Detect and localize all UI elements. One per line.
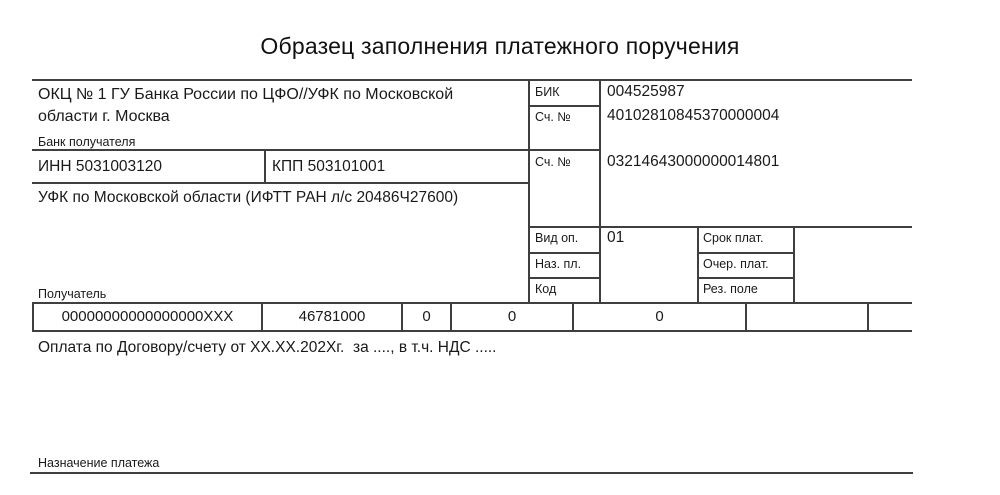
grid-line-top [32, 79, 912, 81]
payee-account-value: 03214643000000014801 [607, 153, 780, 170]
rez-pole-label: Рез. поле [703, 282, 758, 296]
code-row-cell-5: 0 [655, 308, 664, 325]
grid-line-vid-op [528, 252, 601, 254]
code-row-oktmo: 46781000 [298, 308, 366, 325]
grid-line-ocher-plat [697, 277, 795, 279]
bik-value: 004525987 [607, 83, 685, 100]
payee-name: УФК по Московской области (ИФТТ РАН л/с 20486Ч27600) [38, 189, 459, 206]
ocher-plat-label: Очер. плат. [703, 257, 769, 271]
payee-inn: ИНН 5031003120 [38, 158, 163, 175]
grid-line-under-inn-row [32, 182, 530, 184]
grid-line-srok-plat [697, 252, 795, 254]
vid-op-value: 01 [607, 229, 625, 246]
bank-label: Банк получателя [38, 135, 136, 149]
payee-kpp: КПП 503101001 [272, 158, 386, 175]
code-row-cell-3: 0 [422, 308, 431, 325]
grid-line-srok-col [793, 226, 795, 304]
payment-purpose-text: Оплата по Договору/счету от ХХ.ХХ.202Хг. за ...., в т.ч. НДС ..... [38, 339, 497, 356]
naz-pl-label: Наз. пл. [535, 257, 582, 271]
payee-account-label: Сч. № [535, 155, 571, 169]
payment-purpose-label: Назначение платежа [38, 456, 160, 470]
bank-name: ОКЦ № 1 ГУ Банка России по ЦФО//УФК по Московской области г. Москва [38, 86, 454, 125]
grid-line-footer [30, 472, 913, 474]
code-row-kbk: 00000000000000000ХХХ [61, 308, 234, 325]
srok-plat-label: Срок плат. [703, 231, 764, 245]
grid-line-under-account-row [528, 226, 912, 228]
code-row-cell-6 [747, 304, 867, 330]
page-title: Образец заполнения платежного поручения [260, 33, 740, 59]
code-row-cell-4: 0 [507, 308, 517, 325]
code-row-cell-7 [869, 304, 912, 330]
grid-line-under-bank-label [32, 149, 601, 151]
grid-line-left-labels-col [528, 79, 530, 304]
grid-line-inn-kpp-divider [264, 149, 266, 184]
bank-account-label: Сч. № [535, 110, 571, 124]
grid-line-vid-value-col [697, 226, 699, 304]
grid-line-code-row-bottom [32, 330, 912, 332]
bik-label: БИК [535, 85, 560, 99]
bank-account-value: 40102810845370000004 [607, 107, 780, 124]
vid-op-label: Вид оп. [535, 231, 579, 245]
kod-label: Код [535, 282, 557, 296]
payee-label: Получатель [38, 287, 107, 301]
grid-line-under-bik [528, 105, 601, 107]
grid-line-right-labels-col [599, 79, 601, 304]
grid-line-naz-pl [528, 277, 601, 279]
